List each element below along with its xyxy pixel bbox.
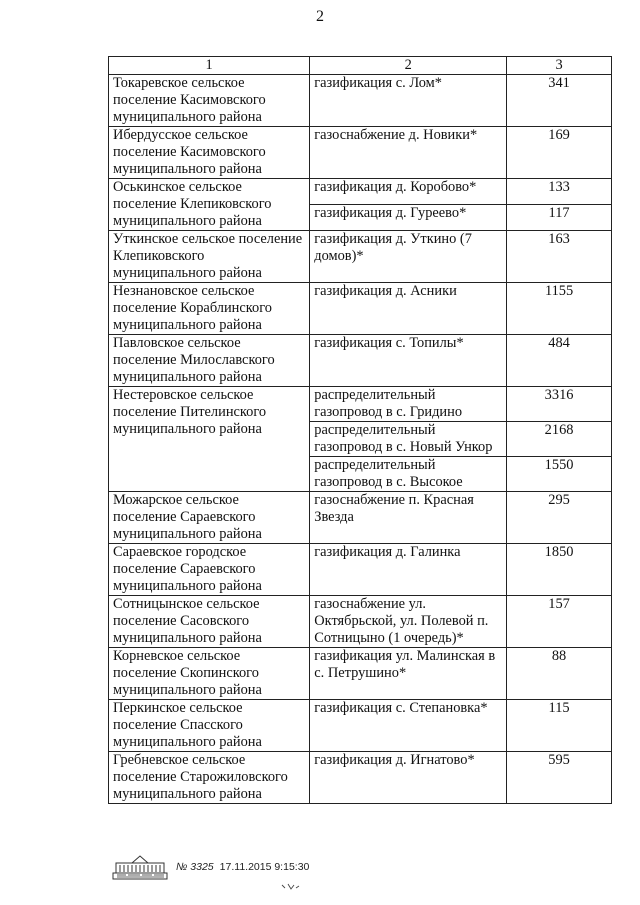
scan-mark <box>280 882 302 895</box>
value-cell: 595 <box>507 752 612 804</box>
work-cell: газоснабжение д. Новики* <box>310 127 507 179</box>
work-cell: газификация д. Коробово* <box>310 179 507 205</box>
value-cell: 117 <box>507 205 612 231</box>
settlement-cell: Перкинское сельское поселение Спасского муниципального района <box>109 700 310 752</box>
value-cell: 163 <box>507 231 612 283</box>
settlement-cell: Токаревское сельское поселение Касимовского муниципального района <box>109 75 310 127</box>
header-col-2: 2 <box>310 57 507 75</box>
table-row <box>109 752 612 804</box>
scan-mark-icon <box>280 882 302 892</box>
table-row <box>109 700 612 752</box>
settlement-cell: Можарское сельское поселение Сараевского муниципального района <box>109 492 310 544</box>
settlement-cell: Оськинское сельское поселение Клепиковского муниципального района <box>109 179 310 231</box>
settlement-cell: Сараевское городское поселение Сараевского муниципального района <box>109 544 310 596</box>
value-cell: 169 <box>507 127 612 179</box>
value-cell: 3316 <box>507 387 612 422</box>
header-col-1: 1 <box>109 57 310 75</box>
value-cell: 2168 <box>507 422 612 457</box>
work-cell: газификация ул. Малинская в с. Петрушино* <box>310 648 507 700</box>
value-cell: 115 <box>507 700 612 752</box>
settlement-cell: Незнановское сельское поселение Кораблинского муниципального района <box>109 283 310 335</box>
value-cell: 341 <box>507 75 612 127</box>
table-row <box>109 544 612 596</box>
work-cell: газоснабжение ул. Октябрьской, ул. Полевой п. Сотницыно (1 очередь)* <box>310 596 507 648</box>
value-cell: 88 <box>507 648 612 700</box>
value-cell: 157 <box>507 596 612 648</box>
table-row <box>109 231 612 283</box>
value-cell: 1155 <box>507 283 612 335</box>
settlement-cell: Корневское сельское поселение Скопинского муниципального района <box>109 648 310 700</box>
work-cell: распределительный газопровод в с. Высокое <box>310 457 507 492</box>
table-header-row <box>109 57 612 75</box>
table-row <box>109 492 612 544</box>
work-cell: газификация с. Степановка* <box>310 700 507 752</box>
header-col-3: 3 <box>507 57 612 75</box>
settlement-cell: Уткинское сельское поселение Клепиковского муниципального района <box>109 231 310 283</box>
table-row <box>109 596 612 648</box>
document-number: № 3325 <box>176 861 214 873</box>
value-cell: 1550 <box>507 457 612 492</box>
registration-timestamp: 17.11.2015 9:15:30 <box>219 861 310 873</box>
building-stamp-icon <box>112 854 168 880</box>
work-cell: газификация с. Топилы* <box>310 335 507 387</box>
data-table <box>108 56 612 804</box>
work-cell: распределительный газопровод в с. Гридино <box>310 387 507 422</box>
page-number: 2 <box>316 8 324 25</box>
work-cell: распределительный газопровод в с. Новый Ункор <box>310 422 507 457</box>
work-cell: газификация д. Гуреево* <box>310 205 507 231</box>
settlement-cell: Павловское сельское поселение Милославского муниципального района <box>109 335 310 387</box>
table-row <box>109 648 612 700</box>
settlement-cell: Гребневское сельское поселение Старожиловского муниципального района <box>109 752 310 804</box>
footer-registration <box>112 852 309 882</box>
work-cell: газификация д. Асники <box>310 283 507 335</box>
value-cell: 133 <box>507 179 612 205</box>
value-cell: 295 <box>507 492 612 544</box>
value-cell: 484 <box>507 335 612 387</box>
work-cell: газификация д. Галинка <box>310 544 507 596</box>
table-row <box>109 387 612 422</box>
work-cell: газификация д. Уткино (7 домов)* <box>310 231 507 283</box>
work-cell: газификация с. Лом* <box>310 75 507 127</box>
settlement-cell: Нестеровское сельское поселение Пителинского муниципального района <box>109 387 310 492</box>
table-row <box>109 179 612 205</box>
value-cell: 1850 <box>507 544 612 596</box>
work-cell: газоснабжение п. Красная Звезда <box>310 492 507 544</box>
table-row <box>109 127 612 179</box>
table-row <box>109 335 612 387</box>
settlement-cell: Ибердусское сельское поселение Касимовского муниципального района <box>109 127 310 179</box>
work-cell: газификация д. Игнатово* <box>310 752 507 804</box>
settlement-cell: Сотницынское сельское поселение Сасовского муниципального района <box>109 596 310 648</box>
table-row <box>109 75 612 127</box>
table-row <box>109 283 612 335</box>
